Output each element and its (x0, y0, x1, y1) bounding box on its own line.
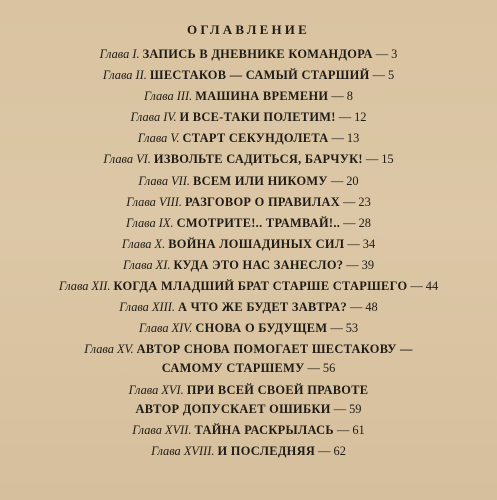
page-number: 59 (349, 401, 362, 416)
toc-entry-continuation (0, 399, 497, 420)
chapter-title: КУДА ЭТО НАС ЗАНЕСЛО? (173, 257, 344, 272)
chapter-title-continuation: АВТОР ДОПУСКАЕТ ОШИБКИ (135, 401, 331, 416)
dash: — (343, 215, 356, 230)
chapter-label: Глава III. (144, 89, 193, 104)
toc-entry (0, 420, 497, 441)
chapter-title: РАЗГОВОР О ПРАВИЛАХ (185, 194, 340, 209)
chapter-label: Глава XIV. (138, 321, 193, 336)
toc-entry (0, 318, 497, 339)
chapter-title: ЗАПИСЬ В ДНЕВНИКЕ КОМАНДОРА (142, 47, 373, 61)
chapter-label: Глава XII. (58, 279, 111, 294)
chapter-title: МАШИНА ВРЕМЕНИ (195, 89, 329, 104)
chapter-title: ШЕСТАКОВ — САМЫЙ СТАРШИЙ (149, 68, 370, 83)
chapter-label: Глава XIII. (119, 300, 176, 315)
chapter-label: Глава V. (137, 131, 180, 146)
chapter-title-continuation: САМОМУ СТАРШЕМУ (161, 361, 305, 376)
chapter-label: Глава XV. (84, 342, 134, 357)
page-number: 20 (346, 173, 359, 188)
page-number: 44 (425, 279, 439, 294)
page-number: 28 (358, 215, 371, 230)
dash: — (338, 110, 352, 125)
chapter-label: Глава II. (102, 68, 147, 83)
chapter-title: СМОТРИТЕ!.. ТРАМВАЙ!.. (176, 215, 341, 230)
chapter-label: Глава VI. (103, 152, 151, 167)
toc-entry (0, 297, 497, 318)
chapter-title: АВТОР СНОВА ПОМОГАЕТ ШЕСТАКОВУ — (136, 342, 413, 357)
dash: — (330, 321, 343, 336)
dash: — (349, 300, 363, 315)
page-number: 48 (365, 300, 378, 315)
table-of-contents (0, 44, 497, 462)
chapter-label: Глава X. (121, 236, 166, 251)
page-number: 8 (346, 89, 353, 104)
dash: — (336, 422, 350, 437)
toc-entry (0, 86, 497, 107)
toc-entry (0, 234, 497, 255)
chapter-title: А ЧТО ЖЕ БУДЕТ ЗАВТРА? (178, 300, 347, 315)
toc-heading: ОГЛАВЛЕНИЕ (187, 22, 310, 37)
toc-entry (0, 276, 497, 297)
chapter-title: И ВСЕ-ТАКИ ПОЛЕТИМ! (179, 110, 336, 125)
dash: — (331, 131, 344, 146)
toc-entry (0, 213, 497, 234)
dash: — (342, 194, 356, 209)
toc-entry (0, 192, 497, 213)
toc-entry (0, 441, 497, 462)
page-number: 15 (381, 152, 394, 167)
toc-entry (0, 65, 497, 86)
toc-entry (0, 380, 497, 401)
chapter-label: Глава XVIII. (151, 443, 215, 458)
chapter-title: ВОЙНА ЛОШАДИНЫХ СИЛ (168, 236, 345, 251)
chapter-title: КОГДА МЛАДШИЙ БРАТ СТАРШЕ СТАРШЕГО (113, 279, 408, 294)
page-number: 61 (352, 422, 365, 437)
toc-entry (0, 171, 497, 192)
chapter-title: ПРИ ВСЕЙ СВОЕЙ ПРАВОТЕ (186, 382, 369, 397)
dash: — (365, 152, 379, 167)
page-number: 13 (346, 131, 360, 146)
chapter-label: Глава XVI. (128, 382, 184, 397)
toc-entry (0, 128, 497, 149)
chapter-title: И ПОСЛЕДНЯЯ (217, 443, 316, 458)
dash: — (372, 68, 385, 83)
dash: — (347, 236, 360, 251)
chapter-label: Глава I. (99, 47, 140, 61)
page-number: 3 (391, 47, 398, 61)
toc-entry (0, 149, 497, 170)
chapter-label: Глава IX. (126, 215, 174, 230)
chapter-label: Глава IV. (130, 110, 177, 125)
chapter-label: Глава VII. (138, 173, 191, 188)
dash: — (346, 257, 359, 272)
chapter-title: СТАРТ СЕКУНДОЛЕТА (182, 131, 329, 146)
dash: — (333, 401, 347, 416)
page-number: 56 (322, 361, 336, 376)
page-number: 39 (361, 257, 375, 272)
dash: — (330, 173, 344, 188)
chapter-label: Глава XI. (122, 257, 171, 272)
page-number: 12 (354, 110, 367, 125)
dash: — (410, 279, 423, 294)
toc-entry (0, 44, 497, 65)
chapter-title: ИЗВОЛЬТЕ САДИТЬСЯ, БАРЧУК! (153, 152, 363, 167)
page-number: 53 (345, 321, 359, 336)
chapter-title: ТАЙНА РАСКРЫЛАСЬ (194, 422, 334, 437)
page-number: 34 (362, 236, 376, 251)
chapter-title: СНОВА О БУДУЩЕМ (195, 321, 328, 336)
dash: — (331, 89, 344, 104)
chapter-label: Глава XVII. (132, 422, 192, 437)
chapter-title: ВСЕМ ИЛИ НИКОМУ (193, 173, 328, 188)
page-number: 5 (387, 68, 395, 83)
toc-entry-continuation (0, 358, 497, 379)
toc-entry (0, 107, 497, 128)
toc-entry (0, 255, 497, 276)
chapter-label: Глава VIII. (126, 194, 182, 209)
page-number: 23 (358, 194, 371, 209)
page-number: 62 (333, 443, 346, 458)
dash: — (318, 443, 331, 458)
toc-entry (0, 339, 497, 360)
dash: — (307, 361, 320, 376)
dash: — (375, 47, 389, 61)
